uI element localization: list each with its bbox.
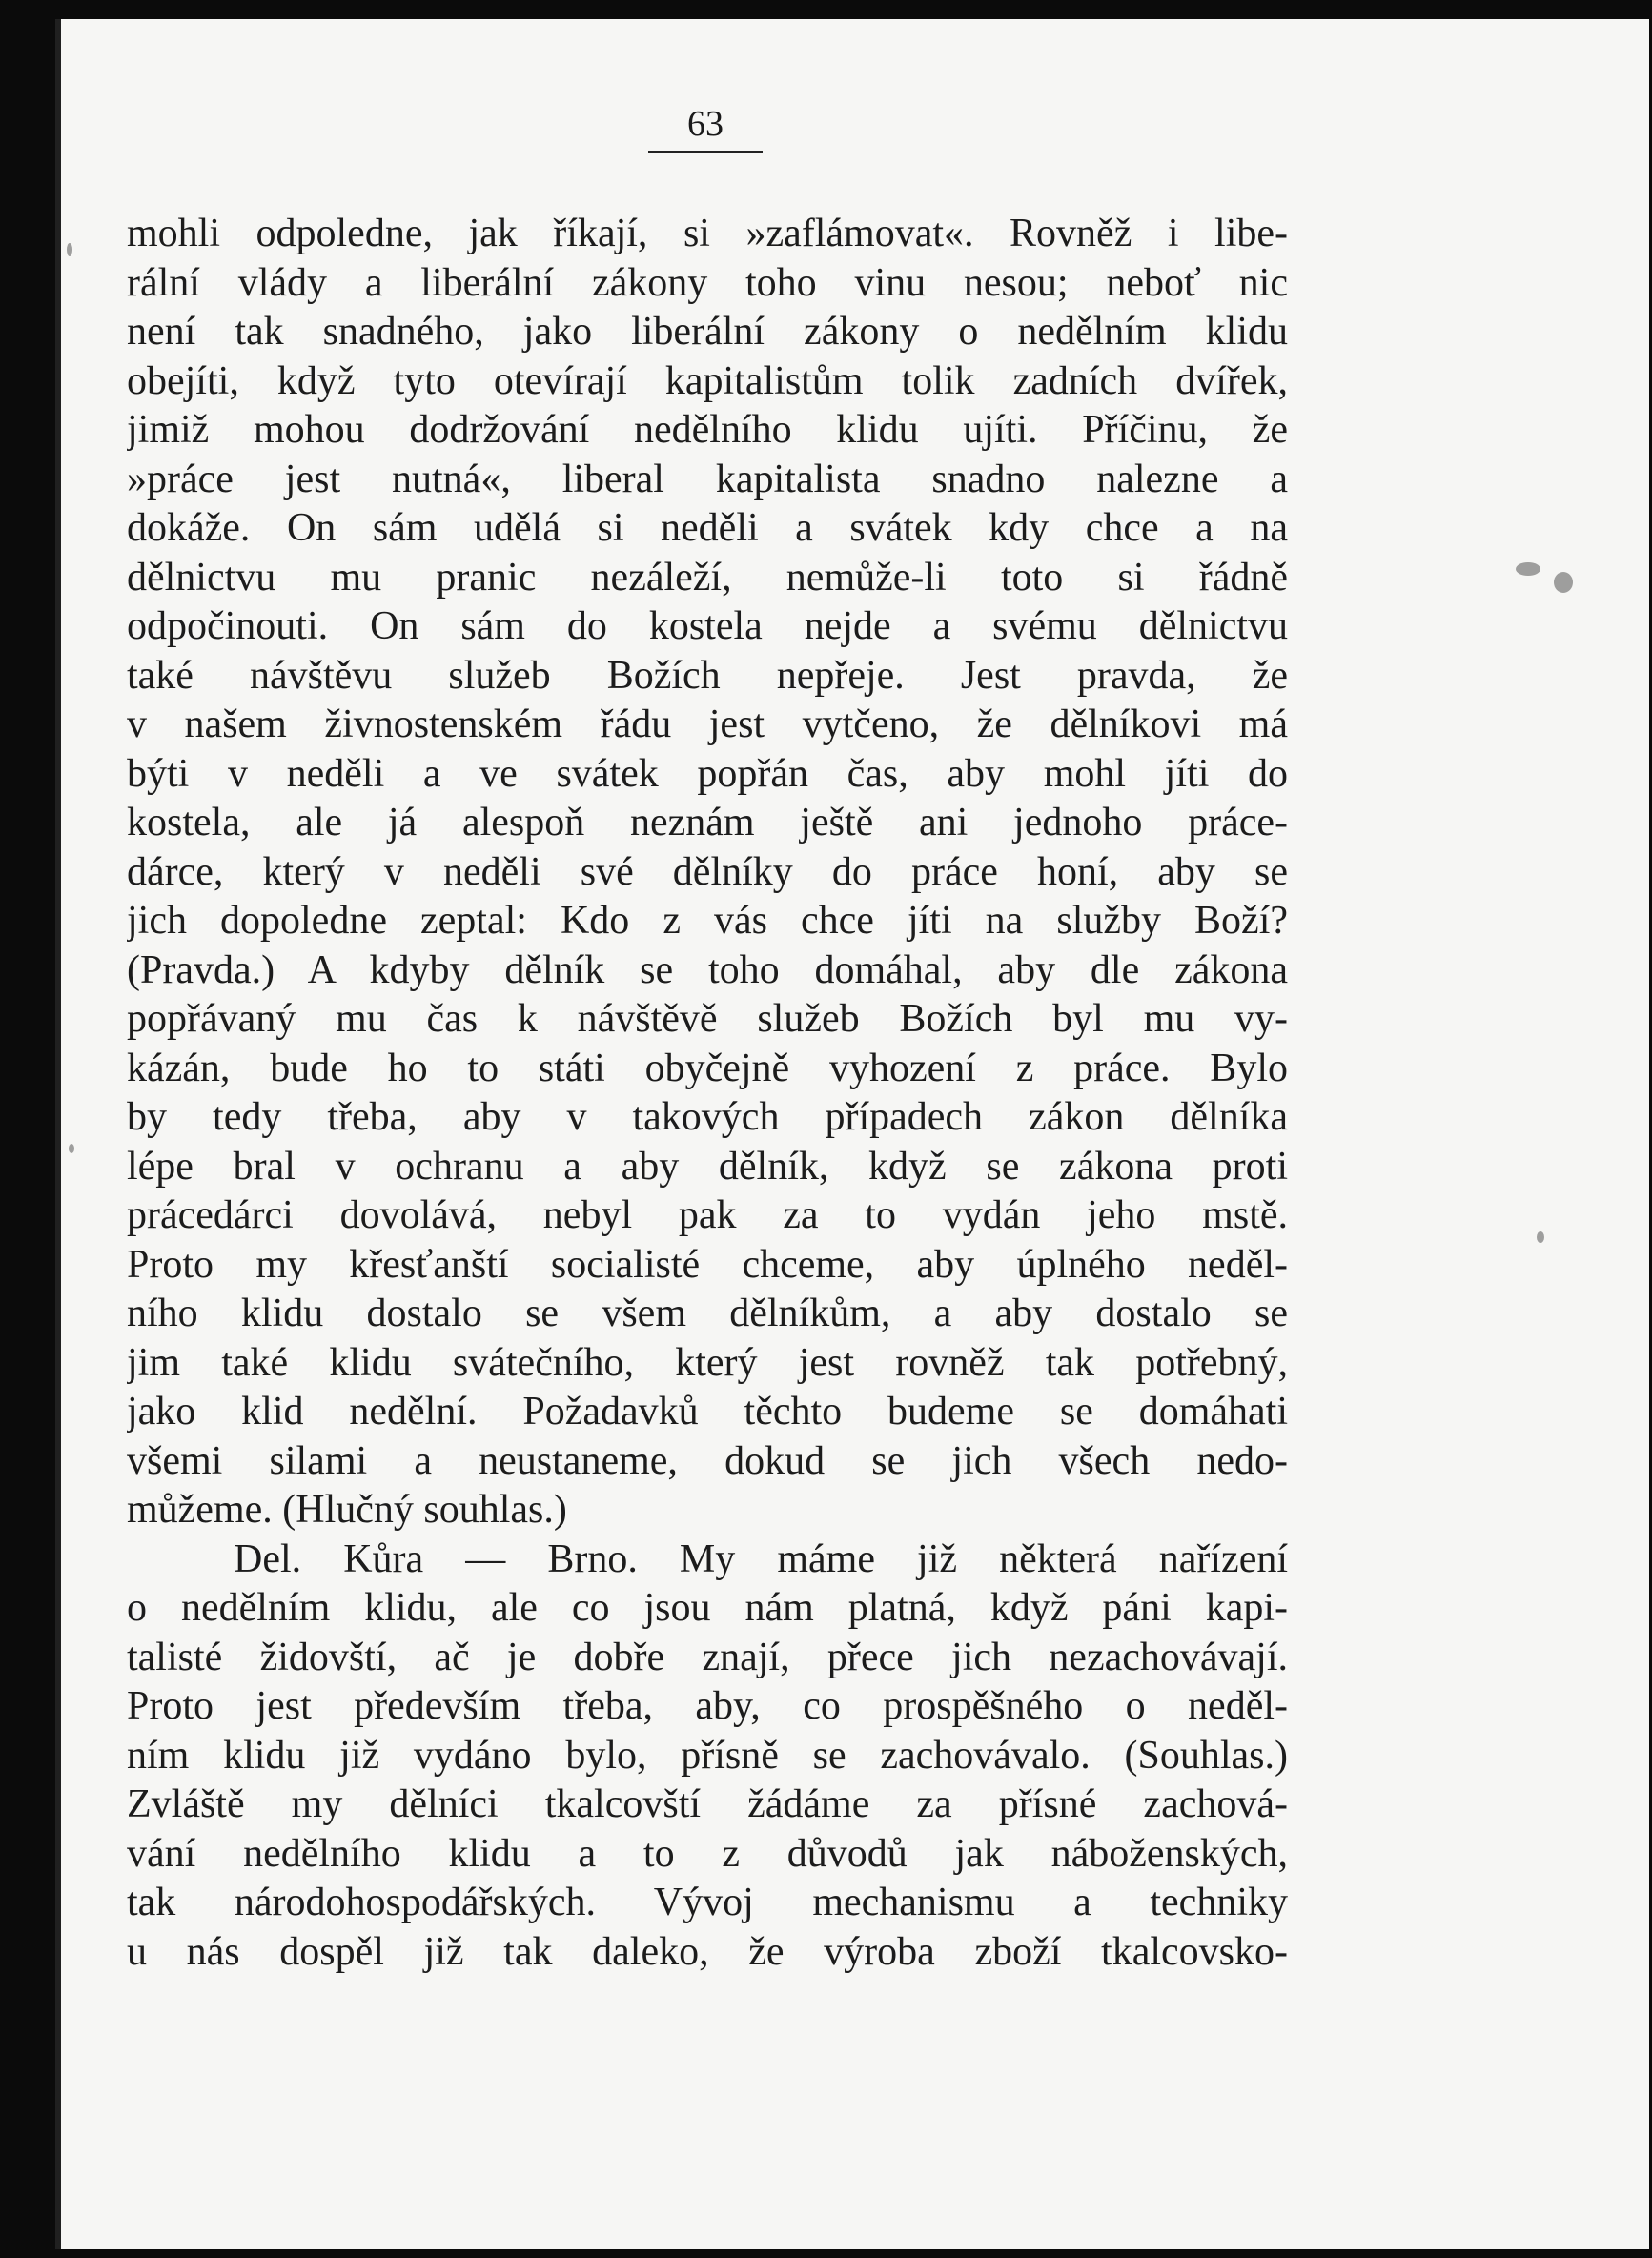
text-line: není tak snadného, jako liberální zákony o nedělním klidu	[127, 310, 1288, 354]
text-line: odpočinouti. On sám do kostela nejde a svému dělnictvu	[127, 604, 1288, 648]
text-line: jimiž mohou dodržování nedělního klidu ujíti. Příčinu, že	[127, 408, 1288, 452]
paragraph	[127, 1536, 1288, 1978]
text-line: dělnictvu mu pranic nezáleží, nemůže-li toto si řádně	[127, 555, 1288, 600]
text-line: můžeme. (Hlučný souhlas.)	[127, 1488, 567, 1532]
text-line: obejíti, když tyto otevírají kapitalistům tolik zadních dvířek,	[127, 358, 1288, 403]
text-line: vání nedělního klidu a to z důvodů jak náboženských,	[127, 1831, 1288, 1876]
text-line: ním klidu již vydáno bylo, přísně se zachovávalo. (Souhlas.)	[127, 1733, 1288, 1778]
text-line: »práce jest nutná«, liberal kapitalista snadno nalezne a	[127, 457, 1288, 501]
body-text	[127, 210, 1288, 1977]
scan-smudge	[1516, 562, 1540, 576]
text-line: také návštěvu služeb Božích nepřeje. Jest pravda, že	[127, 653, 1288, 698]
text-line: dárce, který v neděli své dělníky do práce honí, aby se	[127, 849, 1288, 894]
text-line: jich dopoledne zeptal: Kdo z vás chce jíti na služby Boží?	[127, 899, 1288, 943]
text-line: prácedárci dovolává, nebyl pak za to vydán jeho mstě.	[127, 1193, 1288, 1237]
text-line: u nás dospěl již tak daleko, že výroba zboží tkalcovsko-	[127, 1929, 1288, 1974]
text-line: mohli odpoledne, jak říkají, si »zaflámovat«. Rovněž i libe-	[127, 212, 1288, 255]
paragraph	[127, 210, 1288, 1536]
text-line: v našem živnostenském řádu jest vytčeno, že dělníkovi má	[127, 702, 1288, 746]
page-number: 63	[648, 103, 763, 153]
scan-smudge	[69, 1144, 74, 1153]
text-line: tak národohospodářských. Vývoj mechanismu a techniky	[127, 1881, 1288, 1924]
text-line: ního klidu dostalo se všem dělníkům, a aby dostalo se	[127, 1292, 1288, 1335]
text-line: kostela, ale já alespoň neznám ještě ani jednoho práce-	[127, 801, 1288, 844]
text-line: Proto my křesťanští socialisté chceme, aby úplného neděl-	[127, 1242, 1288, 1287]
scan-top-border	[0, 0, 1652, 19]
text-line: kázán, bude ho to státi obyčejně vyhození z práce. Bylo	[127, 1046, 1288, 1090]
text-line: dokáže. On sám udělá si neděli a svátek kdy chce a na	[127, 506, 1288, 550]
text-line: popřávaný mu čas k návštěvě služeb Božích byl mu vy-	[127, 997, 1288, 1041]
text-line: lépe bral v ochranu a aby dělník, když se zákona proti	[127, 1144, 1288, 1189]
text-line: Zvláště my dělníci tkalcovští žádáme za přísné zachová-	[127, 1782, 1288, 1826]
scan-smudge	[1554, 572, 1573, 593]
text-line: (Pravda.) A kdyby dělník se toho domáhal, aby dle zákona	[127, 947, 1288, 992]
text-line: Del. Kůra — Brno. My máme již některá nařízení	[234, 1536, 1288, 1581]
text-line: talisté židovští, ač je dobře znají, přece jich nezachovávají.	[127, 1635, 1288, 1679]
text-line: všemi silami a neustaneme, dokud se jich všech nedo-	[127, 1438, 1288, 1483]
text-line: jako klid nedělní. Požadavků těchto budeme se domáhati	[127, 1390, 1288, 1434]
text-line: Proto jest především třeba, aby, co prospěšného o neděl-	[127, 1684, 1288, 1728]
text-line: rální vlády a liberální zákony toho vinu nesou; neboť nic	[127, 260, 1288, 305]
scan-smudge	[1537, 1231, 1544, 1243]
text-line: býti v neděli a ve svátek popřán čas, aby mohl jíti do	[127, 751, 1288, 796]
text-line: by tedy třeba, aby v takových případech zákon dělníka	[127, 1095, 1288, 1139]
scan-smudge	[67, 243, 72, 256]
text-line: o nedělním klidu, ale co jsou nám platná, když páni kapi-	[127, 1586, 1288, 1630]
text-line: jim také klidu svátečního, který jest rovněž tak potřebný,	[127, 1340, 1288, 1385]
